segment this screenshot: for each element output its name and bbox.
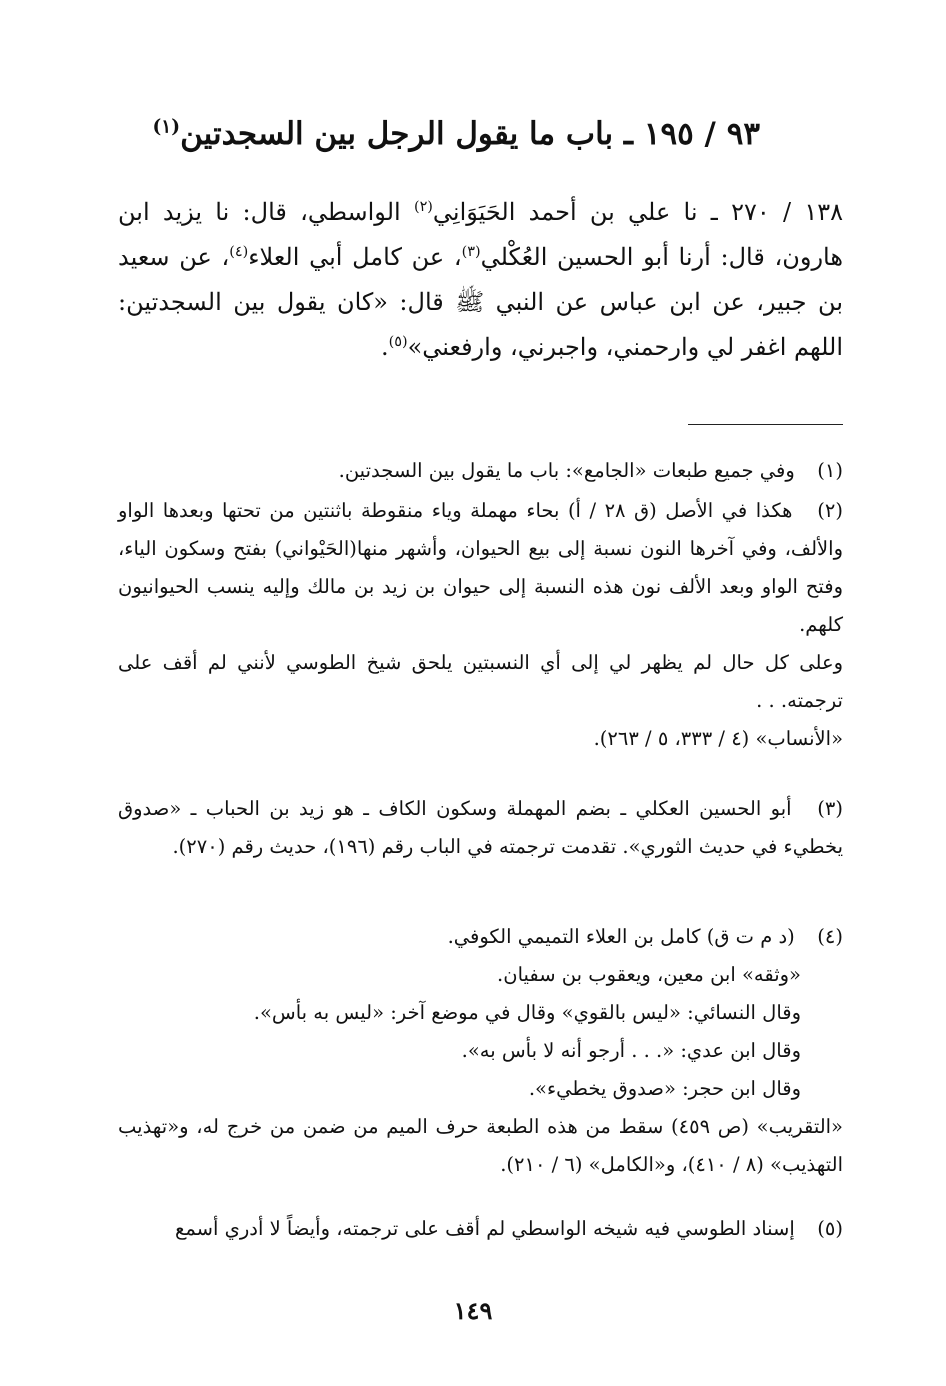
- heading-footnote-marker: (١): [152, 116, 181, 138]
- footnote-number: (٤): [817, 925, 843, 948]
- footnote-number: (٥): [817, 1217, 843, 1240]
- footnote-number: (٢): [817, 499, 843, 522]
- hadith-segment: ، عن كامل أبي العلاء: [248, 243, 462, 271]
- footnote-number: (١): [817, 459, 843, 482]
- footnote-text: أبو الحسين العكلي ـ بضم المهملة وسكون الكاف ـ هو زيد بن الحباب ـ «صدوق يخطيء في حديث الثوري». تقدمت ترجمته في الباب رقم (١٩٦)، حديث رقم (٢٧٠).: [118, 797, 843, 858]
- footnote-separator: [688, 424, 843, 425]
- hadith-segment: ١٣٨ / ٢٧٠ ـ نا علي بن أحمد الحَيَوَانِي: [432, 198, 843, 226]
- footnote-line: «وثقه» ابن معين، ويعقوب بن سفيان.: [497, 963, 801, 986]
- page-number: ١٤٩: [453, 1296, 493, 1325]
- footnote-reference: «الأنساب» (٤ / ٣٣٣، ٥ / ٢٦٣).: [593, 727, 843, 750]
- footnote-marker: (٢): [413, 199, 433, 215]
- footnote-line: وقال النسائي: «ليس بالقوي» وقال في موضع آخر: «ليس به بأس».: [253, 1001, 801, 1024]
- footnote-line: وقال ابن عدي: «. . . أرجو أنه لا بأس به».: [461, 1039, 801, 1062]
- chapter-heading: [152, 116, 760, 152]
- footnote-line: وقال ابن حجر: «صدوق يخطيء».: [528, 1077, 801, 1100]
- hadith-text: [118, 190, 843, 370]
- chapter-heading-text: ٩٣ / ١٩٥ ـ باب ما يقول الرجل بين السجدتين: [180, 116, 760, 152]
- footnote-text: (د م ت ق) كامل بن العلاء التميمي الكوفي.: [447, 925, 795, 948]
- footnote-line: «التقريب» (ص ٤٥٩) سقط من هذه الطبعة حرف الميم من ضمن من خرج له، و«تهذيب التهذيب» (٨ / ٤١٠)، و«الكامل» (٦ / ٢١٠).: [118, 1115, 843, 1176]
- hadith-segment: .: [380, 333, 389, 361]
- footnote-paragraph: وعلى كل حال لم يظهر لي إلى أي النسبتين يلحق شيخ الطوسي لأنني لم أقف على ترجمته. . .: [118, 651, 843, 712]
- footnote-3: [118, 790, 843, 866]
- footnote-text: وفي جميع طبعات «الجامع»: باب ما يقول بين السجدتين.: [338, 459, 795, 482]
- footnote-number: (٣): [817, 797, 843, 820]
- hadith-segment: الواسطي، قال: نا يزيد ابن هارون، قال: أرنا أبو الحسين العُكْلي: [118, 198, 844, 271]
- footnote-marker: (٤): [229, 244, 249, 260]
- footnote-text: هكذا في الأصل (ق ٢٨ / أ) بحاء مهملة وياء منقوطة باثنتين من تحتها وبعدها الواو والألف، وفي آخرها النون نسبة إلى بيع الحيوان، وأشهر منها(الحَيْواني) بفتح وسكون الياء، وفتح الواو وبعد الألف نون هذه النسبة إلى حيوان بن زيد بن مالك وإليه ينسب الحيوانيون كلهم.: [118, 499, 843, 636]
- footnote-text: إسناد الطوسي فيه شيخه الواسطي لم أقف على ترجمته، وأيضاً لا أدري أسمع: [175, 1217, 795, 1240]
- footnote-4: [118, 918, 843, 1184]
- footnote-marker: (٣): [461, 244, 481, 260]
- footnote-marker: (٥): [388, 334, 408, 350]
- footnote-5: [118, 1210, 843, 1248]
- footnote-1: [118, 452, 843, 490]
- hadith-segment: ، عن سعيد بن جبير، عن ابن عباس عن النبي ﷺ قال: «كان يقول بين السجدتين: اللهم اغفر لي وارحمني، واجبرني، وارفعني»: [118, 243, 843, 361]
- footnote-2: [118, 492, 843, 758]
